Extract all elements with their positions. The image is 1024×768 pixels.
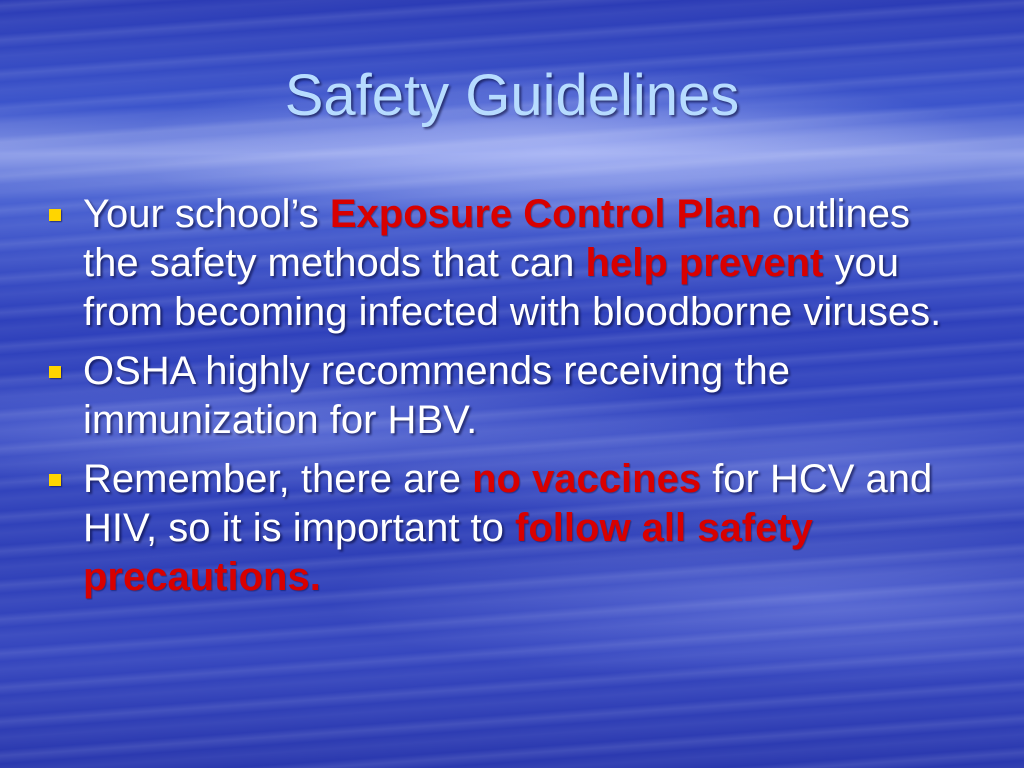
bullet-item [45, 347, 975, 445]
bullet-list [45, 190, 975, 612]
bullet-item [45, 455, 975, 602]
highlight-text: follow all safety precautions. [83, 506, 813, 599]
bullet-text: you from becoming infected with bloodborne viruses. [83, 241, 942, 334]
slide-title: Safety Guidelines [284, 63, 740, 128]
square-bullet-icon [49, 209, 61, 221]
square-bullet-icon [49, 474, 61, 486]
bullet-text: for HCV and HIV, so it is important to [83, 457, 933, 550]
highlight-text: Exposure Control Plan [329, 192, 762, 236]
bullet-text: Your school’s [83, 192, 330, 236]
highlight-text: no vaccines [472, 457, 702, 501]
bullet-text: Remember, there are [83, 457, 473, 501]
square-bullet-icon [49, 366, 61, 378]
bullet-text: outlines the safety methods that can [83, 192, 910, 285]
highlight-text: help prevent [585, 241, 824, 285]
bullet-text: OSHA highly recommends receiving the immunization for HBV. [83, 349, 790, 442]
bullet-item [45, 190, 975, 337]
